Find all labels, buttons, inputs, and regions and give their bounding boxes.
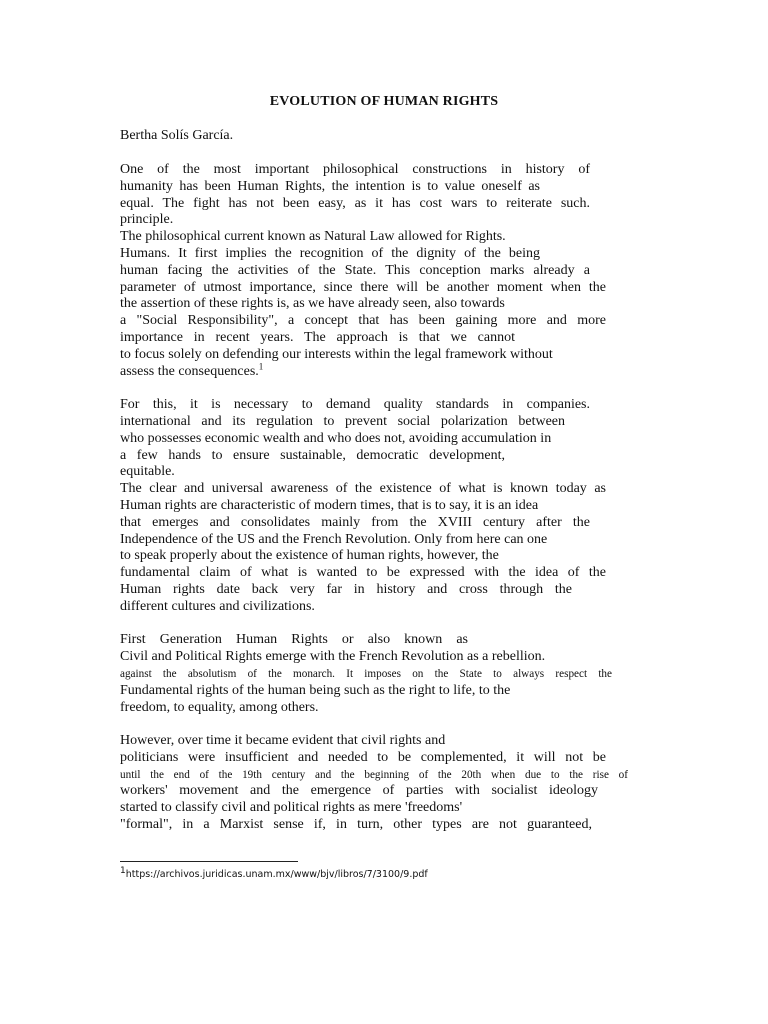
footnote-reference[interactable]: 1 — [258, 360, 264, 371]
text-line: to speak properly about the existence of human rights, however, the — [120, 548, 499, 564]
text-line: workers' movement and the emergence of parties with socialist ideology — [120, 783, 598, 799]
text-line: Human rights are characteristic of modern times, that is to say, it is an idea — [120, 497, 539, 513]
text-line: The clear and universal awareness of the existence of what is known today as — [120, 481, 606, 497]
text-line: until the end of the 19th century and the beginning of the 20th when due to the rise of — [120, 768, 628, 781]
text-line: human facing the activities of the State. This conception marks already a — [120, 262, 590, 278]
text-line: to focus solely on defending our interests within the legal framework without — [120, 346, 553, 362]
text-line: politicians were insufficient and needed to be complemented, it will not be — [120, 749, 606, 765]
text-line: the assertion of these rights is, as we have already seen, also towards — [120, 296, 505, 312]
text-line: parameter of utmost importance, since there will be another moment when the — [120, 279, 606, 295]
text-line: a few hands to ensure sustainable, democratic development, — [120, 447, 505, 463]
text-line: importance in recent years. The approach is that we cannot — [120, 329, 515, 345]
text-line: a "Social Responsibility", a concept that has been gaining more and more — [120, 313, 606, 329]
footnote — [120, 865, 428, 880]
text-line: international and its regulation to prevent social polarization between — [120, 413, 565, 429]
document-body — [120, 162, 628, 834]
text-line: freedom, to equality, among others. — [120, 699, 319, 715]
text-line: The philosophical current known as Natural Law allowed for Rights. — [120, 229, 506, 245]
text-line: started to classify civil and political rights as mere 'freedoms' — [120, 800, 463, 816]
text-line: However, over time it became evident that civil rights and — [120, 733, 446, 749]
footnote-marker: 1 — [120, 865, 126, 876]
footnote-link[interactable]: https://archivos.juridicas.unam.mx/www/bjv/libros/7/3100/9.pdf — [125, 869, 428, 880]
text-line: Human rights date back very far in history and cross through the — [120, 581, 572, 597]
text-line: Independence of the US and the French Revolution. Only from here can one — [120, 531, 548, 547]
text-line: humanity has been Human Rights, the intention is to value oneself as — [120, 178, 540, 194]
text-line: fundamental claim of what is wanted to be expressed with the idea of the — [120, 565, 606, 581]
text-line: that emerges and consolidates mainly from the XVIII century after the — [120, 514, 590, 530]
text-line: against the absolutism of the monarch. It imposes on the State to always respect the — [120, 667, 612, 680]
text-line: Civil and Political Rights emerge with the French Revolution as a rebellion. — [120, 649, 546, 665]
text-fragment: assess the consequences. — [120, 363, 259, 379]
text-line: First Generation Human Rights or also known as — [120, 632, 468, 648]
text-line: "formal", in a Marxist sense if, in turn, other types are not guaranteed, — [120, 817, 592, 833]
text-line: One of the most important philosophical constructions in history of — [120, 162, 590, 177]
text-line — [120, 360, 590, 381]
text-line: Fundamental rights of the human being such as the right to life, to the — [120, 682, 511, 698]
text-line: who possesses economic wealth and who does not, avoiding accumulation in — [120, 430, 552, 446]
text-line: equal. The fight has not been easy, as it has cost wars to reiterate such. — [120, 195, 590, 211]
document-title: EVOLUTION OF HUMAN RIGHTS — [269, 94, 499, 109]
author-name: Bertha Solís García. — [120, 128, 234, 143]
text-line: Humans. It first implies the recognition of the dignity of the being — [120, 245, 540, 261]
footnote-separator — [120, 861, 298, 862]
text-line: For this, it is necessary to demand quality standards in companies. — [120, 397, 590, 413]
text-line: different cultures and civilizations. — [120, 598, 315, 614]
text-line: equitable. — [120, 464, 175, 480]
text-line: principle. — [120, 212, 174, 228]
